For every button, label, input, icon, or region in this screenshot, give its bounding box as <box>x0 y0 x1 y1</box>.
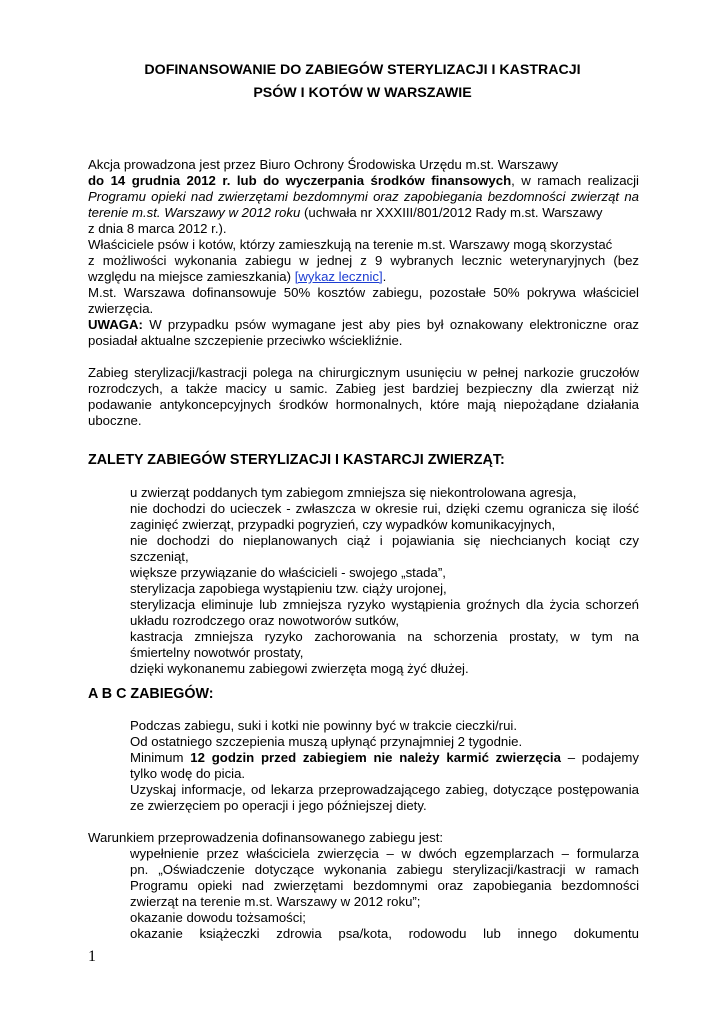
abc-line-1: Podczas zabiegu, suki i kotki nie powinny być w trakcie cieczki/rui. <box>130 718 517 733</box>
condition-1-cont-2: Programu opieki nad zwierzętami bezdomnymi oraz zapobiegania bezdomności <box>130 878 639 893</box>
title-line-2: PSÓW I KOTÓW W WARSZAWIE <box>253 85 472 101</box>
abc-heading: A B C ZABIEGÓW: <box>88 686 214 702</box>
fasting-warning: 12 godzin przed zabiegiem nie należy karmić zwierzęcia <box>190 750 561 765</box>
intro-line-9: M.st. Warszawa dofinansowuje 50% kosztów zabiegu, pozostałe 50% pokrywa właściciel <box>88 285 639 300</box>
abc-line-3: Minimum 12 godzin przed zabiegiem nie należy karmić zwierzęcia – podajemy <box>130 750 639 765</box>
condition-1-cont-3: zwierząt na terenie m.st. Warszawy w 2012 roku”; <box>130 894 421 909</box>
advantage-7: kastracja zmniejsza ryzyko zachorowania na schorzenia prostaty, w tym na <box>130 629 639 644</box>
abc-line-6: ze zwierzęciem po operacji i jego późniejszej diety. <box>130 798 427 813</box>
intro-line-4: terenie m.st. Warszawy w 2012 roku (uchwała nr XXXIII/801/2012 Rady m.st. Warszawy <box>88 205 603 220</box>
advantage-5: sterylizacja zapobiega wystąpieniu tzw. ciąży urojonej, <box>130 581 447 596</box>
program-name: Programu opieki nad zwierzętami bezdomnymi oraz zapobiegania bezdomności zwierząt na <box>88 189 639 204</box>
condition-3: okazanie książeczki zdrowia psa/kota, rodowodu lub innego dokumentu <box>130 926 639 941</box>
procedure-line-3: podawanie antykoncepcyjnych środków hormonalnych, które mają niepożądane działania <box>88 397 639 412</box>
intro-line-5: z dnia 8 marca 2012 r.). <box>88 221 227 236</box>
intro-line-7: z możliwości wykonania zabiegu w jednej z 9 wybranych lecznic weterynaryjnych (bez <box>88 253 639 268</box>
advantage-6-cont: układu rozrodczego oraz nowotworów sutków, <box>130 613 400 628</box>
advantage-7-cont: śmiertelny nowotwór prostaty, <box>130 645 304 660</box>
abc-line-5: Uzyskaj informacje, od lekarza przeprowadzającego zabieg, dotyczące postępowania <box>130 782 639 797</box>
intro-line-11: UWAGA: W przypadku psów wymagane jest aby pies był oznakowany elektroniczne oraz <box>88 317 639 332</box>
advantage-2: nie dochodzi do ucieczek - zwłaszcza w okresie rui, dzięki czemu ogranicza się ilość <box>130 501 639 516</box>
intro-line-8: względu na miejsce zamieszkania) [wykaz lecznic]. <box>88 269 387 284</box>
advantage-4: większe przywiązanie do właścicieli - swojego „stada”, <box>130 565 446 580</box>
advantages-heading: ZALETY ZABIEGÓW STERYLIZACJI I KASTARCJI ZWIERZĄT: <box>88 452 505 468</box>
advantage-3-cont: szczeniąt, <box>130 549 189 564</box>
warning-label: UWAGA: <box>88 317 143 332</box>
advantage-3: nie dochodzi do nieplanowanych ciąż i pojawiania się niechcianych kociąt czy <box>130 533 639 548</box>
abc-line-2: Od ostatniego szczepienia muszą upłynąć przynajmniej 2 tygodnie. <box>130 734 523 749</box>
condition-1-cont-1: pn. „Oświadczenie dotyczące wykonania zabiegu sterylizacji/kastracji w ramach <box>130 862 639 877</box>
conditions-intro: Warunkiem przeprowadzenia dofinansowanego zabiegu jest: <box>88 830 444 845</box>
clinic-list-link[interactable]: [wykaz lecznic] <box>294 269 383 284</box>
intro-line-1: Akcja prowadzona jest przez Biuro Ochrony Środowiska Urzędu m.st. Warszawy <box>88 157 559 172</box>
advantage-2-cont: zaginięć zwierząt, przypadki pogryzień, czy wypadków komunikacyjnych, <box>130 517 556 532</box>
advantage-6: sterylizacja eliminuje lub zmniejsza ryzyko wystąpienia groźnych dla życia schorzeń <box>130 597 639 612</box>
deadline-text: do 14 grudnia 2012 r. lub do wyczerpania środków finansowych <box>88 173 512 188</box>
procedure-line-4: uboczne. <box>88 413 142 428</box>
abc-line-4: tylko wodę do picia. <box>130 766 246 781</box>
intro-line-6: Właściciele psów i kotów, którzy zamieszkują na terenie m.st. Warszawy mogą skorzystać <box>88 237 613 252</box>
condition-1: wypełnienie przez właściciela zwierzęcia – w dwóch egzemplarzach – formularza <box>130 846 639 861</box>
intro-line-12: posiadał aktualne szczepienie przeciwko wściekliźnie. <box>88 333 403 348</box>
page-number: 1 <box>88 948 96 965</box>
advantage-8: dzięki wykonanemu zabiegowi zwierzęta mogą żyć dłużej. <box>130 661 469 676</box>
intro-line-10: zwierzęcia. <box>88 301 154 316</box>
title-line-1: DOFINANSOWANIE DO ZABIEGÓW STERYLIZACJI I KASTRACJI <box>144 62 581 78</box>
condition-2: okazanie dowodu tożsamości; <box>130 910 306 925</box>
procedure-line-1: Zabieg sterylizacji/kastracji polega na chirurgicznym usunięciu w pełnej narkozie gruczołów <box>88 365 639 380</box>
procedure-line-2: rozrodczych, a także macicy u samic. Zabieg jest bardziej bezpieczny dla zwierząt niż <box>88 381 639 396</box>
intro-line-3 <box>88 189 639 205</box>
intro-line-2: do 14 grudnia 2012 r. lub do wyczerpania środków finansowych, w ramach realizacji <box>88 173 639 188</box>
advantage-1: u zwierząt poddanych tym zabiegom zmniejsza się niekontrolowana agresja, <box>130 485 577 500</box>
